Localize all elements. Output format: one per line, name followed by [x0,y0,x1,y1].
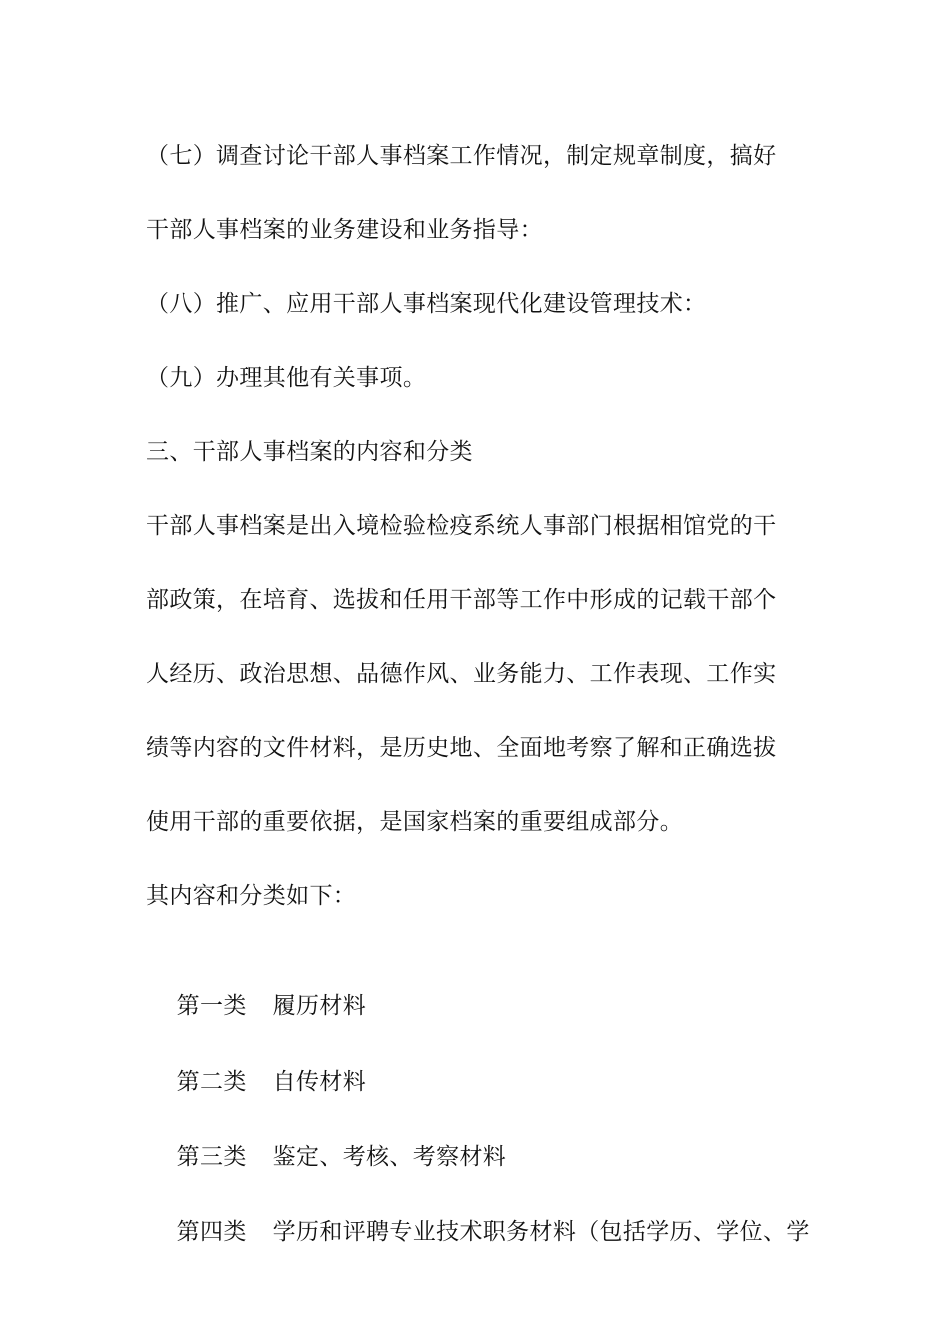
text-line: （九）办理其他有关事项。 [146,365,427,391]
category-text: 学历和评聘专业技术职务材料（包括学历、学位、学 [272,1219,810,1245]
category-item [146,1028,826,1095]
category-label: 第二类 [176,1069,247,1095]
category-label: 第四类 [176,1219,247,1245]
category-item [146,1178,826,1245]
text-line: 绩等内容的文件材料，是历史地、全面地考察了解和正确选拔 [146,735,777,761]
text-line: （八）推广、应用干部人事档案现代化建设管理技术： [146,291,707,317]
section-heading: 三、干部人事档案的内容和分类 [146,439,473,465]
category-label: 第一类 [176,993,247,1019]
text-line: 人经历、政治思想、品德作风、业务能力、工作表现、工作实 [146,661,777,687]
category-text: 鉴定、考核、考察材料 [272,1144,507,1170]
category-item [146,952,826,1019]
category-text: 自传材料 [272,1069,367,1095]
text-line: （七）调查讨论干部人事档案工作情况，制定规章制度，搞好 [146,143,777,169]
category-item [146,1103,826,1170]
category-label: 第三类 [176,1144,247,1170]
text-line: 其内容和分类如下： [146,883,357,909]
text-line: 干部人事档案的业务建设和业务指导： [146,217,543,243]
text-line: 使用干部的重要依据，是国家档案的重要组成部分。 [146,809,684,835]
text-line: 部政策，在培育、选拔和任用干部等工作中形成的记载干部个 [146,587,777,613]
text-line: 干部人事档案是出入境检验检疫系统人事部门根据相馆党的干 [146,513,777,539]
category-text: 履历材料 [272,993,367,1019]
